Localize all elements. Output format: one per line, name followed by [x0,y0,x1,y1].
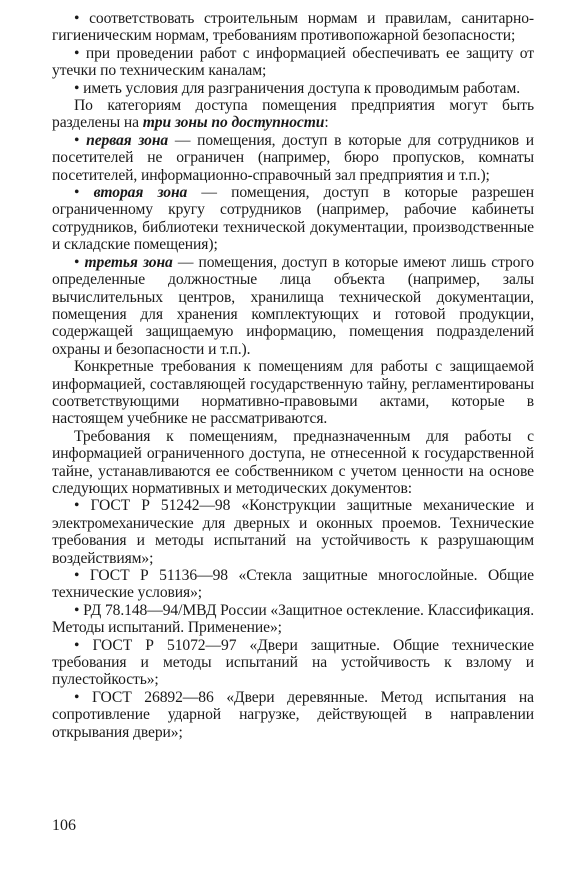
zone-term: вторая зона [93,184,188,202]
list-item: • вторая зона — помещения, доступ в которые разрешен ограниченному кругу сотрудников (например, рабочие кабинеты сотрудников, библиотеки технической документации, производственные и складские помещения); [52,184,534,254]
standard-item: • ГОСТ 26892—86 «Двери деревянные. Метод испытания на сопротивление ударной нагрузке, действующей в направлении открывания двери»; [52,688,534,741]
standard-item: • ГОСТ Р 51136—98 «Стекла защитные многослойные. Общие технические условия»; [52,567,534,602]
zone-term: первая зона [86,131,169,149]
list-item: • первая зона — помещения, доступ в которые для сотрудников и посетителей не ограничен (например, бюро пропусков, комнаты посетителей, информационно-справочный зал предприятия и т.п.); [52,131,534,184]
paragraph: Конкретные требования к помещениям для работы с защищаемой информацией, составляющей государственную тайну, регламентированы соответствующими нормативно-правовыми актами, которые в настоящем учебнике не рассматриваются. [52,358,534,428]
standard-item: • ГОСТ Р 51072—97 «Двери защитные. Общие технические требования и методы испытаний на устойчивость к взлому и пулестойкость»; [52,636,534,689]
paragraph: • соответствовать строительным нормам и правилам, санитарно-гигиеническим нормам, требованиям противопожарной безопасности; [52,10,534,45]
zone-term: третья зона [84,253,173,271]
paragraph: • иметь условия для разграничения доступа к проводимым работам. [74,79,521,97]
page-number: 106 [52,817,76,834]
page-body [52,10,534,741]
standard-item: • ГОСТ Р 51242—98 «Конструкции защитные механические и электромеханические для дверных и оконных проемов. Технические требования и методы испытаний на устойчивость к разрушающим воздействиям»; [52,497,534,567]
paragraph: • при проведении работ с информацией обеспечивать ее защиту от утечки по техническим каналам; [52,44,534,80]
paragraph: Требования к помещениям, предназначенным для работы с информацией ограниченного доступа, не отнесенной к государственной тайне, устанавливаются ее собственником с учетом ценности на основе следующих нормативных и методических документов: [52,427,534,497]
paragraph: По категориям доступа помещения предприятия могут быть разделены на три зоны по доступности: [52,97,534,132]
list-item: • третья зона — помещения, доступ в которые имеют лишь строго определенные должностные лица объекта (например, залы вычислительных центров, хранилища технической документации, помещения для хранения комплектующих и готовой продукции, содержащей защищаемую информацию, помещения подразделений охраны и безопасности и т.п.). [52,253,534,358]
standard-item: • РД 78.148—94/МВД России «Защитное остекление. Классификация. Методы испытаний. Применение»; [52,601,534,637]
